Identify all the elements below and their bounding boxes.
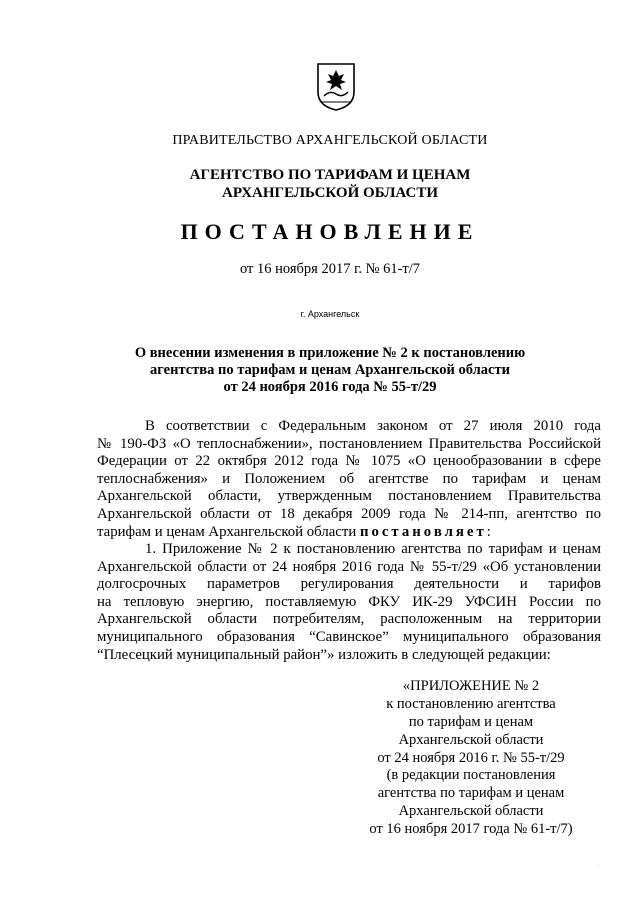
body-line: Архангельской области от 24 ноября 2016 года № 55-т/29 «Об установлении	[97, 558, 601, 575]
appendix-line: к постановлению агентства	[386, 695, 556, 712]
subject-line: от 24 ноября 2016 года № 55-т/29	[223, 379, 437, 395]
body-line: Федерации от 22 октября 2012 года № 1075 «О ценообразовании в сфере	[97, 453, 601, 470]
decree-keyword: постановляет	[359, 523, 487, 540]
body-line: Архангельской области от 18 декабря 2009 года № 214-пп, агентство по	[97, 505, 601, 522]
paragraph-preamble	[97, 418, 601, 541]
appendix-line: Архангельской области	[398, 803, 544, 820]
body-line: долгосрочных параметров регулирования деятельности и тарифов	[97, 576, 601, 593]
body-line: Архангельской области, утвержденным постановлением Правительства	[97, 488, 601, 505]
government-title: ПРАВИТЕЛЬСТВО АРХАНГЕЛЬСКОЙ ОБЛАСТИ	[172, 133, 488, 148]
body-line: Архангельской области потребителям, расположенным на территории	[97, 611, 601, 628]
coat-of-arms-icon	[316, 62, 356, 112]
appendix-line: по тарифам и ценам	[408, 713, 534, 730]
body-line: теплоснабжения» и Положением об агентстве по тарифам и ценам	[97, 470, 601, 487]
appendix-line: Архангельской области	[398, 731, 544, 748]
body-line: муниципального образования “Савинское” муниципального образования	[97, 628, 601, 645]
appendix-line: агентства по тарифам и ценам	[377, 785, 565, 802]
agency-title-line1: АГЕНТСТВО ПО ТАРИФАМ И ЦЕНАМ	[189, 167, 471, 183]
body-line: 1. Приложение № 2 к постановлению агентства по тарифам и ценам	[145, 541, 601, 557]
body-line-last: тарифам и ценам Архангельской области постановляет:	[97, 523, 491, 540]
document-type: ПОСТАНОВЛЕНИЕ	[180, 219, 480, 244]
document-subject	[80, 345, 580, 396]
agency-title	[80, 166, 580, 202]
page-mark: ·	[598, 862, 600, 868]
body-line: на тепловую энергию, поставляемую ФКУ ИК-29 УФСИН России по	[97, 593, 601, 610]
appendix-line: «ПРИЛОЖЕНИЕ № 2	[402, 678, 540, 694]
appendix-line: (в редакции постановления	[386, 767, 556, 784]
date-number: от 16 ноября 2017 г. № 61-т/7	[239, 261, 421, 277]
paragraph-item-1	[97, 541, 601, 664]
body-line: В соответствии с Федеральным законом от 27 июля 2010 года	[145, 418, 601, 434]
appendix-line: от 24 ноября 2016 г. № 55-т/29	[377, 749, 565, 766]
body-line-last: “Плесецкий муниципальный район”» изложить в следующей редакции:	[97, 646, 551, 663]
subject-line: агентства по тарифам и ценам Архангельской области	[150, 362, 510, 378]
body-text: тарифам и ценам Архангельской области	[97, 523, 357, 540]
appendix-header	[340, 678, 602, 839]
city-label: г. Архангельск	[300, 309, 360, 319]
subject-line: О внесении изменения в приложение № 2 к постановлению	[134, 345, 526, 361]
agency-title-line2: АРХАНГЕЛЬСКОЙ ОБЛАСТИ	[222, 185, 438, 201]
body-line: № 190-ФЗ «О теплоснабжении», постановлением Правительства Российской	[97, 435, 601, 452]
appendix-line: от 16 ноября 2017 года № 61-т/7)	[369, 821, 573, 838]
